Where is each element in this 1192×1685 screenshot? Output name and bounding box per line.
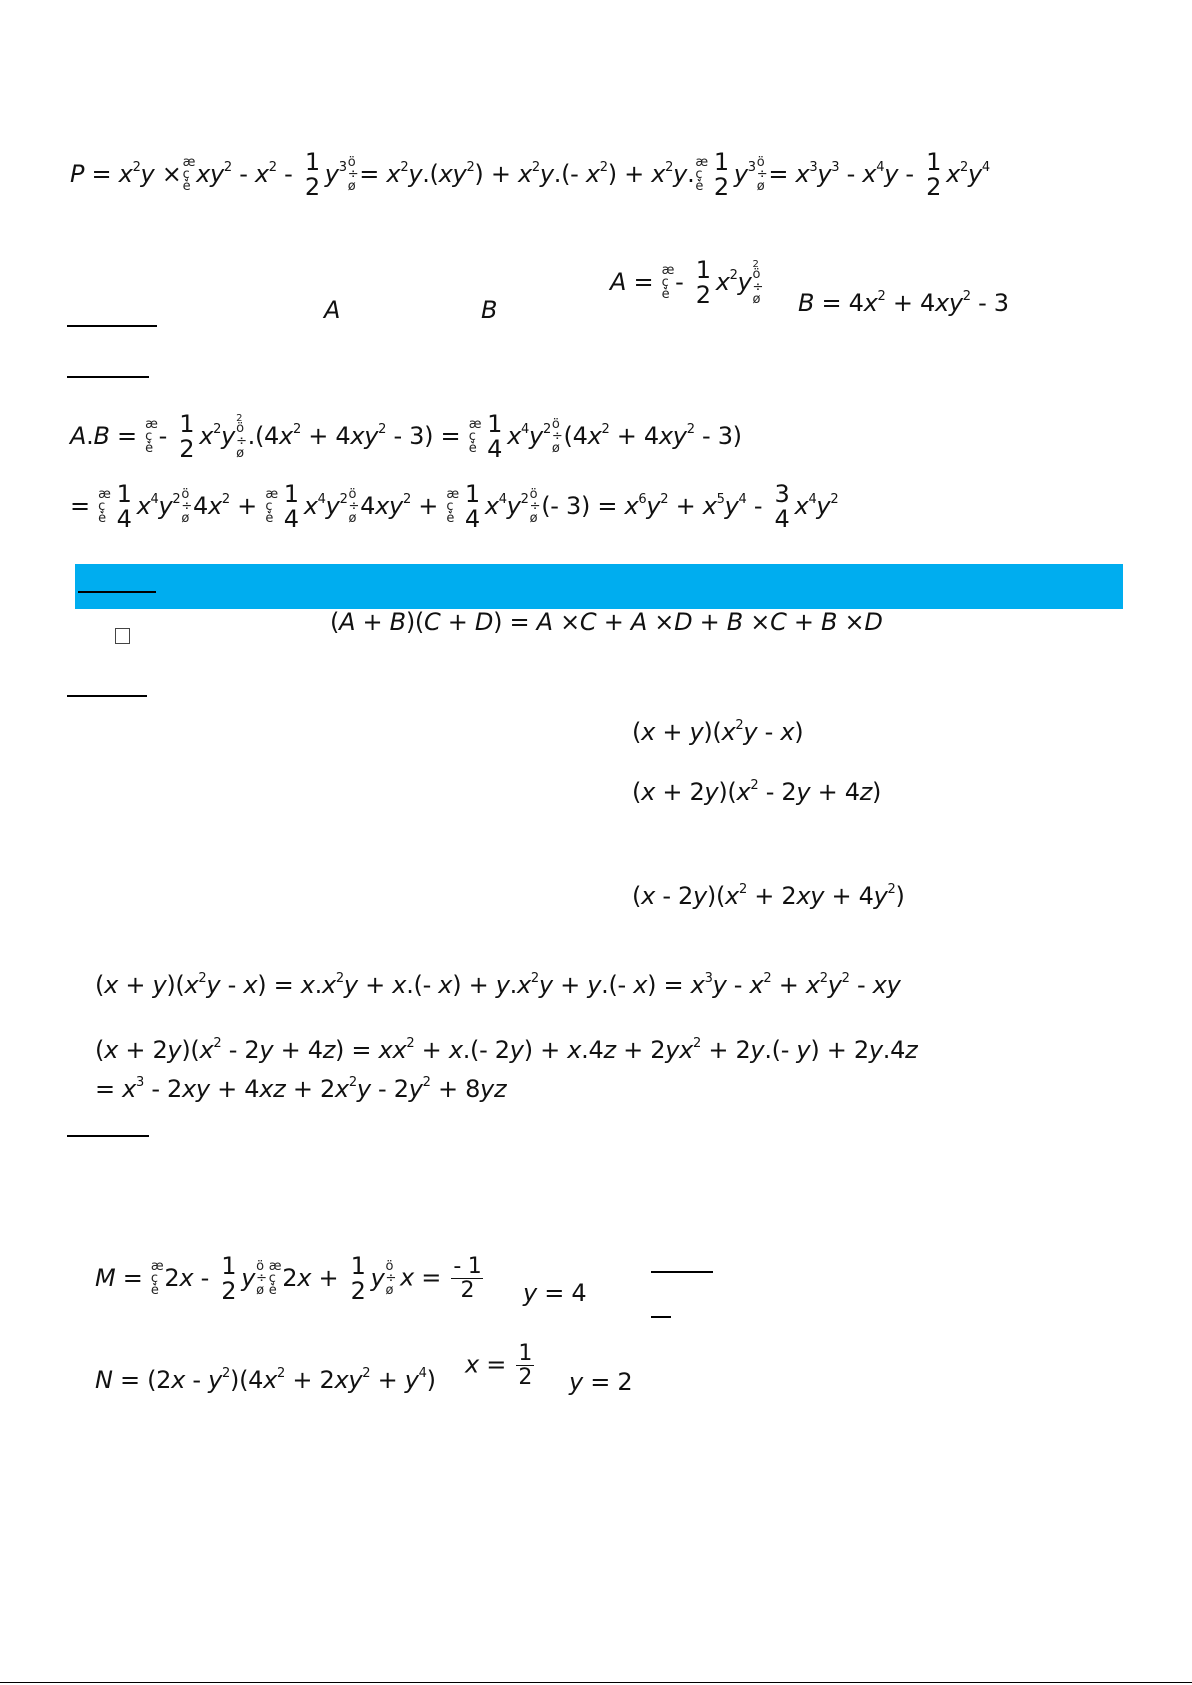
expression-M: M = æ ç è 2x - 1 2 yö ÷ øæ ç è 2x + 1 2 yö ÷ ø <box>95 1252 397 1306</box>
ab-product-line-1: A.B = æ ç è - 1 2 $x^2y$ 2 ö ÷ $ø.(4x^2 + 4xy^2 - 3)$ = æ ç è 1 4 $x^4y^2ö$ ÷ ø $(4x^2 + 4xy^2 - 3)$ <box>70 410 742 464</box>
section-header-underline <box>78 591 156 593</box>
checkbox-bullet-icon <box>115 628 130 644</box>
N-x-value: x = $\frac{1}{2}$ <box>465 1341 533 1391</box>
M-x-value: x = $\frac{- 1}{2}$ <box>400 1254 482 1304</box>
page-bottom-rule <box>0 1682 1192 1683</box>
section-header-band <box>75 564 1123 609</box>
heading-underline-2 <box>67 376 149 378</box>
ab-product-line-2: = æ ç è 1 4 $x^4y^2ö$ ÷ ø $4x^2$ + æ ç è 1 4 $x^4y^2ö$ ÷ ø $4xy^2$ + æ ç è 1 4 $x^4y^2ö$ ÷ ø (- $3) = x^6y^2 + x^5y^4$ - 3 4 $x^4y^2$ <box>70 480 839 534</box>
definition-B: $B = 4x^2 + 4xy^2 - 3$ <box>798 289 1009 317</box>
exercise-a: $(x + y)(x^2y - x)$ <box>632 718 804 746</box>
short-rule-2 <box>651 1316 671 1318</box>
exercise-c: $(x - 2y)(x^2 + 2xy + 4y^2)$ <box>632 882 905 910</box>
exercise-b: $(x + 2y)(x^2 - 2y + 4z)$ <box>632 778 882 806</box>
solution-a: $(x + y)(x^2y - x) = x.x^2y + x.(-$ $x) + y.x^2y + y.(-$ $x) = x^3y - x^2 + x^2y^2$ - xy <box>95 971 901 999</box>
p-expansion-line: $P = x^2y$ ×æ ç è $xy^2 - x^2$ - 1 2 $y^3ö$ ÷ ø = $x^2y.(xy^2) + x^2y.(-$ $x^2$) + $x^2y.æ$ ç è 1 2 $y^3ö$ ÷ ø = $x^3y^3 - x^4y$ - 1 2 $x^2y^4$ <box>70 148 990 202</box>
N-y-value: y = 2 <box>569 1368 633 1396</box>
short-rule-1 <box>651 1271 713 1273</box>
solution-b-line-1: $(x + 2y)(x^2 - 2y + 4z) = xx^2 + x.(-$ $2y) + x.4z + 2yx^2 + 2y.(-$ y) + 2y.4z <box>95 1036 918 1064</box>
definition-A: A = æ ç è - 1 2 $x^2y$ 2 ö ÷ ø <box>610 256 764 310</box>
label-A: A <box>324 296 341 324</box>
label-B: B <box>481 296 498 324</box>
distributive-rule-formula: (A + B)(C + D) = A ×C + A ×D + B ×C + B ×D <box>330 608 883 636</box>
heading-underline-1 <box>67 325 157 327</box>
heading-underline-4 <box>67 1135 149 1137</box>
heading-underline-3 <box>67 695 147 697</box>
M-y-value: y = 4 <box>523 1279 587 1307</box>
expression-N: $N = (2x - y^2)(4x^2 + 2xy^2 + y^4)$ <box>95 1366 436 1394</box>
solution-b-line-2: = $x^3 - 2xy + 4xz + 2x^2y - 2y^2 + 8yz$ <box>95 1075 507 1103</box>
